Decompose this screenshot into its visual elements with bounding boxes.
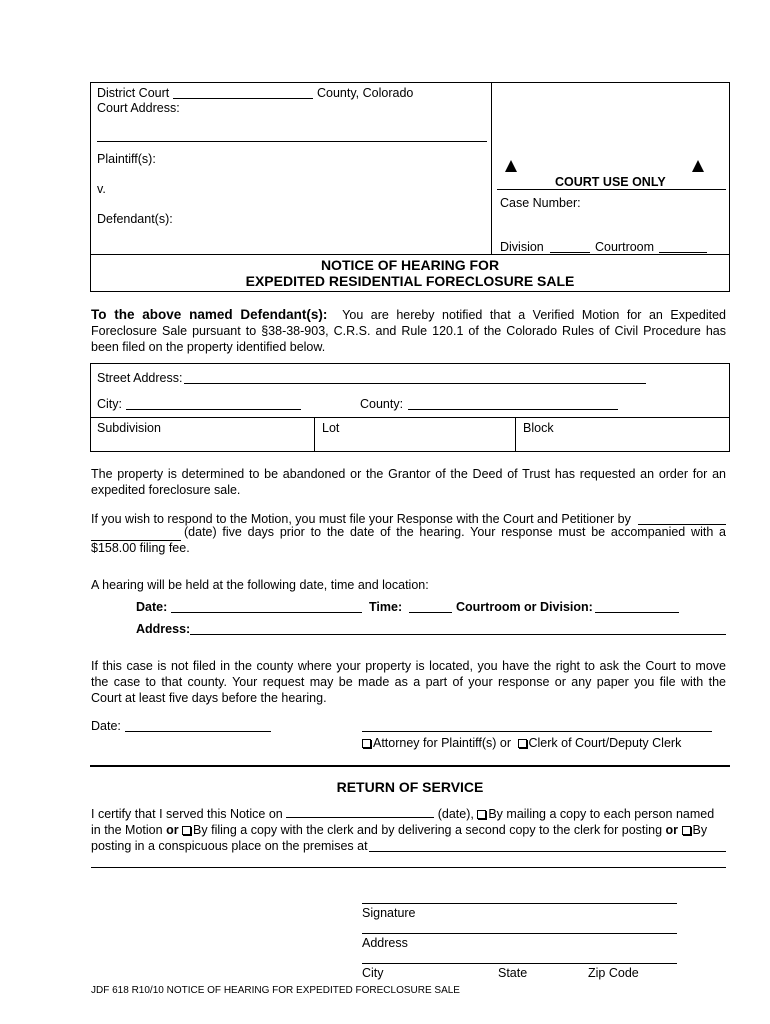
hearing-time-field[interactable] xyxy=(409,612,452,613)
property-row-divider xyxy=(90,417,730,418)
issuer-options xyxy=(362,736,681,750)
property-box xyxy=(90,363,730,452)
service-line-3: posting in a conspicuous place on the premises at xyxy=(91,839,368,853)
hearing-date-field[interactable] xyxy=(171,612,362,613)
city-field[interactable] xyxy=(126,409,301,410)
venue-line-3: Court at least five days before the hearing. xyxy=(91,691,327,705)
service-date-field[interactable] xyxy=(286,807,434,818)
division-field[interactable] xyxy=(550,252,590,253)
street-address-label: Street Address: xyxy=(97,371,183,385)
server-city-field[interactable] xyxy=(362,963,677,964)
hearing-date-label: Date: xyxy=(136,600,168,614)
courtroom-field[interactable] xyxy=(659,252,707,253)
county-label: County: xyxy=(360,397,404,411)
lot-divider xyxy=(314,417,315,452)
abandoned-line-1: The property is determined to be abandoned or the Grantor of the Deed of Trust has requested an order for an xyxy=(91,467,726,481)
service-line-2 xyxy=(91,823,707,837)
mailing-checkbox[interactable] xyxy=(477,810,486,819)
service-line-2-b: By filing a copy with the clerk and by delivering a second copy to the clerk for posting xyxy=(193,823,663,837)
service-line-1-a: I certify that I served this Notice on xyxy=(91,807,283,821)
attorney-option-label: Attorney for Plaintiff(s) or xyxy=(373,736,512,750)
venue-line-1: If this case is not filed in the county where your property is located, you have the right to ask the Court to move xyxy=(91,659,726,673)
or-label: or xyxy=(665,823,679,837)
server-signature-field[interactable] xyxy=(362,903,677,904)
caption-divider xyxy=(491,82,492,255)
title-line-2: EXPEDITED RESIDENTIAL FORECLOSURE SALE xyxy=(245,273,575,289)
venue-paragraph xyxy=(91,658,726,706)
service-line-1 xyxy=(91,807,714,821)
hearing-intro: A hearing will be held at the following date, time and location: xyxy=(91,578,429,592)
intro-line-2: Foreclosure Sale pursuant to §38-38-903, C.R.S. and Rule 120.1 of the Colorado Rules of Civil Procedure has xyxy=(91,324,726,338)
court-address-label: Court Address: xyxy=(97,101,180,115)
court-use-only-label: COURT USE ONLY xyxy=(555,175,666,189)
signature-date-label: Date: xyxy=(91,719,121,733)
title-line-1: NOTICE OF HEARING FOR xyxy=(320,257,500,273)
signature-label: Signature xyxy=(362,906,416,920)
footer-form-id: JDF 618 R10/10 NOTICE OF HEARING FOR EXPEDITED FORECLOSURE SALE xyxy=(91,985,460,996)
intro-line-3: been filed on the property identified below. xyxy=(91,340,326,354)
court-address-field[interactable] xyxy=(97,141,487,142)
state-label: State xyxy=(498,966,528,980)
case-number-label: Case Number: xyxy=(500,196,581,210)
block-divider xyxy=(515,417,516,452)
attorney-checkbox[interactable] xyxy=(362,739,371,748)
hearing-address-label: Address: xyxy=(136,622,191,636)
versus-label: v. xyxy=(97,182,106,196)
abandoned-paragraph xyxy=(91,466,726,498)
defendants-label: Defendant(s): xyxy=(97,212,173,226)
respond-line-2: (date) five days prior to the date of the hearing. Your response must be accompanied with a xyxy=(184,525,726,539)
abandoned-line-2: expedited foreclosure sale. xyxy=(91,483,241,497)
district-court-field[interactable] xyxy=(173,98,313,99)
city-label: City xyxy=(362,966,384,980)
venue-line-2: the case to that county. Your request may be made as a part of your response or any paper you file with the xyxy=(91,675,726,689)
premises-field-continued[interactable] xyxy=(91,867,726,868)
respond-line-1: If you wish to respond to the Motion, you must file your Response with the Court and Petitioner by xyxy=(91,512,631,526)
county-colorado-label: County, Colorado xyxy=(317,86,414,100)
hearing-address-field[interactable] xyxy=(190,634,726,635)
intro-paragraph xyxy=(91,307,726,355)
posting-checkbox[interactable] xyxy=(682,826,691,835)
section-divider xyxy=(90,765,730,767)
up-arrow-icon xyxy=(505,160,517,172)
county-field[interactable] xyxy=(408,409,618,410)
hearing-courtroom-label: Courtroom or Division: xyxy=(456,600,593,614)
or-label: or xyxy=(166,823,179,837)
intro-line-1: You are hereby notified that a Verified Motion for an Expedited xyxy=(342,308,726,322)
plaintiffs-label: Plaintiff(s): xyxy=(97,152,156,166)
premises-field[interactable] xyxy=(369,851,726,852)
up-arrow-icon xyxy=(692,160,704,172)
clerk-checkbox[interactable] xyxy=(518,739,527,748)
block-label: Block xyxy=(523,421,554,435)
hearing-time-label: Time: xyxy=(369,600,403,614)
address-label: Address xyxy=(362,936,408,950)
city-label: City: xyxy=(97,397,122,411)
filing-checkbox[interactable] xyxy=(182,826,191,835)
service-line-1-b: (date), xyxy=(437,807,474,821)
respond-line-3: $158.00 filing fee. xyxy=(91,541,190,555)
intro-lead: To the above named Defendant(s): xyxy=(91,307,328,322)
return-of-service-heading: RETURN OF SERVICE xyxy=(336,779,484,795)
service-line-1-c: By mailing a copy to each person named xyxy=(488,807,715,821)
signature-date-field[interactable] xyxy=(125,731,271,732)
zip-code-label: Zip Code xyxy=(588,966,639,980)
street-address-field[interactable] xyxy=(184,383,646,384)
title-top-rule xyxy=(90,254,730,255)
district-court-label: District Court xyxy=(97,86,170,100)
subdivision-label: Subdivision xyxy=(97,421,161,435)
issuer-signature-field[interactable] xyxy=(362,731,712,732)
clerk-option-label: Clerk of Court/Deputy Clerk xyxy=(528,736,682,750)
court-use-rule xyxy=(497,189,726,190)
hearing-courtroom-field[interactable] xyxy=(595,612,679,613)
lot-label: Lot xyxy=(322,421,340,435)
service-line-2-c: By xyxy=(692,823,708,837)
server-address-field[interactable] xyxy=(362,933,677,934)
courtroom-label: Courtroom xyxy=(595,240,655,254)
service-line-2-a: in the Motion xyxy=(91,823,163,837)
division-label: Division xyxy=(500,240,544,254)
